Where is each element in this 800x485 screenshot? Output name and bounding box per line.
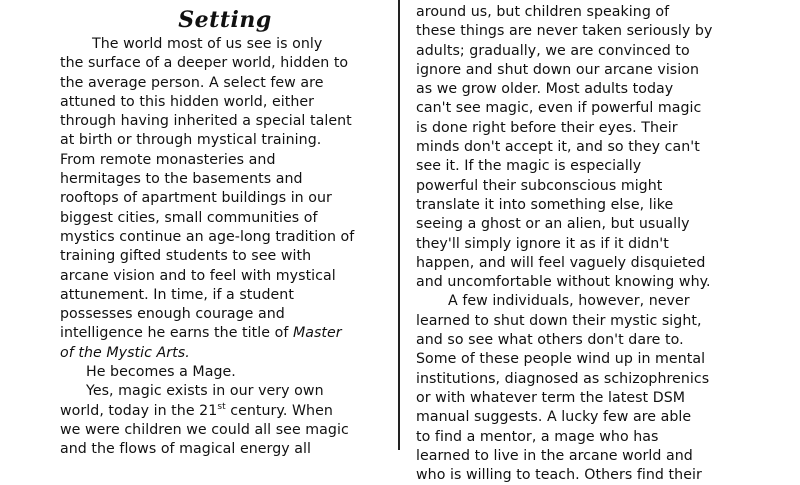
text-line: adults; gradually, we are convinced to <box>416 42 690 59</box>
text-line: as we grow older. Most adults today <box>416 81 674 98</box>
text-line: From remote monasteries and <box>60 151 276 168</box>
text-line: who is willing to teach. Others find their <box>416 467 702 484</box>
text-line: arcane vision and to feel with mystical <box>60 267 336 284</box>
text-line: Yes, magic exists in our very own <box>86 383 324 400</box>
text-line: institutions, diagnosed as schizophrenics <box>416 370 710 387</box>
text-line: minds don't accept it, and so they can't <box>416 139 700 156</box>
text-line: and the flows of magical energy all <box>60 441 311 458</box>
section-heading: Setting <box>178 7 272 33</box>
text-line: A few individuals, however, never <box>448 293 690 310</box>
right-column-text <box>416 3 746 485</box>
text-segment: intelligence he earns the title of <box>60 325 289 342</box>
text-line-with-superscript <box>60 402 390 421</box>
text-segment: century. When <box>225 402 333 419</box>
text-line: or with whatever term the latest DSM <box>416 389 686 406</box>
text-line: attunement. In time, if a student <box>60 286 294 303</box>
text-line: can't see magic, even if powerful magic <box>416 100 702 117</box>
text-line: the surface of a deeper world, hidden to <box>60 55 349 72</box>
text-line: at birth or through mystical training. <box>60 132 322 149</box>
text-line: The world most of us see is only <box>92 36 323 52</box>
text-line: they'll simply ignore it as if it didn't <box>416 235 669 252</box>
text-line: possesses enough courage and <box>60 306 285 323</box>
text-line: to find a mentor, a mage who has <box>416 428 659 445</box>
right-column <box>416 3 746 485</box>
text-line: learned to shut down their mystic sight, <box>416 312 702 329</box>
text-line: and uncomfortable without knowing why. <box>416 274 711 291</box>
text-line: these things are never taken seriously by <box>416 23 713 40</box>
text-line: see it. If the magic is especially <box>416 158 642 175</box>
text-line: the average person. A select few are <box>60 74 324 91</box>
text-line: translate it into something else, like <box>416 196 674 213</box>
text-line: we were children we could all see magic <box>60 421 349 438</box>
text-line: mystics continue an age-long tradition of <box>60 228 355 245</box>
text-segment: world, today in the 21 <box>60 402 218 419</box>
text-line: through having inherited a special talent <box>60 113 352 130</box>
text-line: around us, but children speaking of <box>416 4 670 20</box>
text-line: training gifted students to see with <box>60 248 312 265</box>
text-line: manual suggests. A lucky few are able <box>416 409 692 426</box>
text-line: Some of these people wind up in mental <box>416 351 706 368</box>
text-line: hermitages to the basements and <box>60 171 303 188</box>
text-line: happen, and will feel vaguely disquieted <box>416 254 706 271</box>
text-line: powerful their subconscious might <box>416 177 663 194</box>
left-column-text <box>60 35 390 460</box>
text-line: learned to live in the arcane world and <box>416 447 693 464</box>
text-line: rooftops of apartment buildings in our <box>60 190 332 207</box>
text-line: and so see what others don't dare to. <box>416 332 684 349</box>
column-divider <box>398 0 400 450</box>
text-line: biggest cities, small communities of <box>60 209 318 226</box>
text-line: seeing a ghost or an alien, but usually <box>416 216 690 233</box>
text-line: is done right before their eyes. Their <box>416 119 678 136</box>
italic-term-line: of the Mystic Arts. <box>60 344 190 361</box>
text-line-with-italic <box>60 324 390 343</box>
text-line: attuned to this hidden world, either <box>60 93 315 110</box>
text-line: ignore and shut down our arcane vision <box>416 61 700 78</box>
italic-term: Master <box>292 325 342 342</box>
text-line: He becomes a Mage. <box>86 364 236 381</box>
ordinal-superscript: st <box>217 401 226 412</box>
left-column <box>60 0 390 460</box>
